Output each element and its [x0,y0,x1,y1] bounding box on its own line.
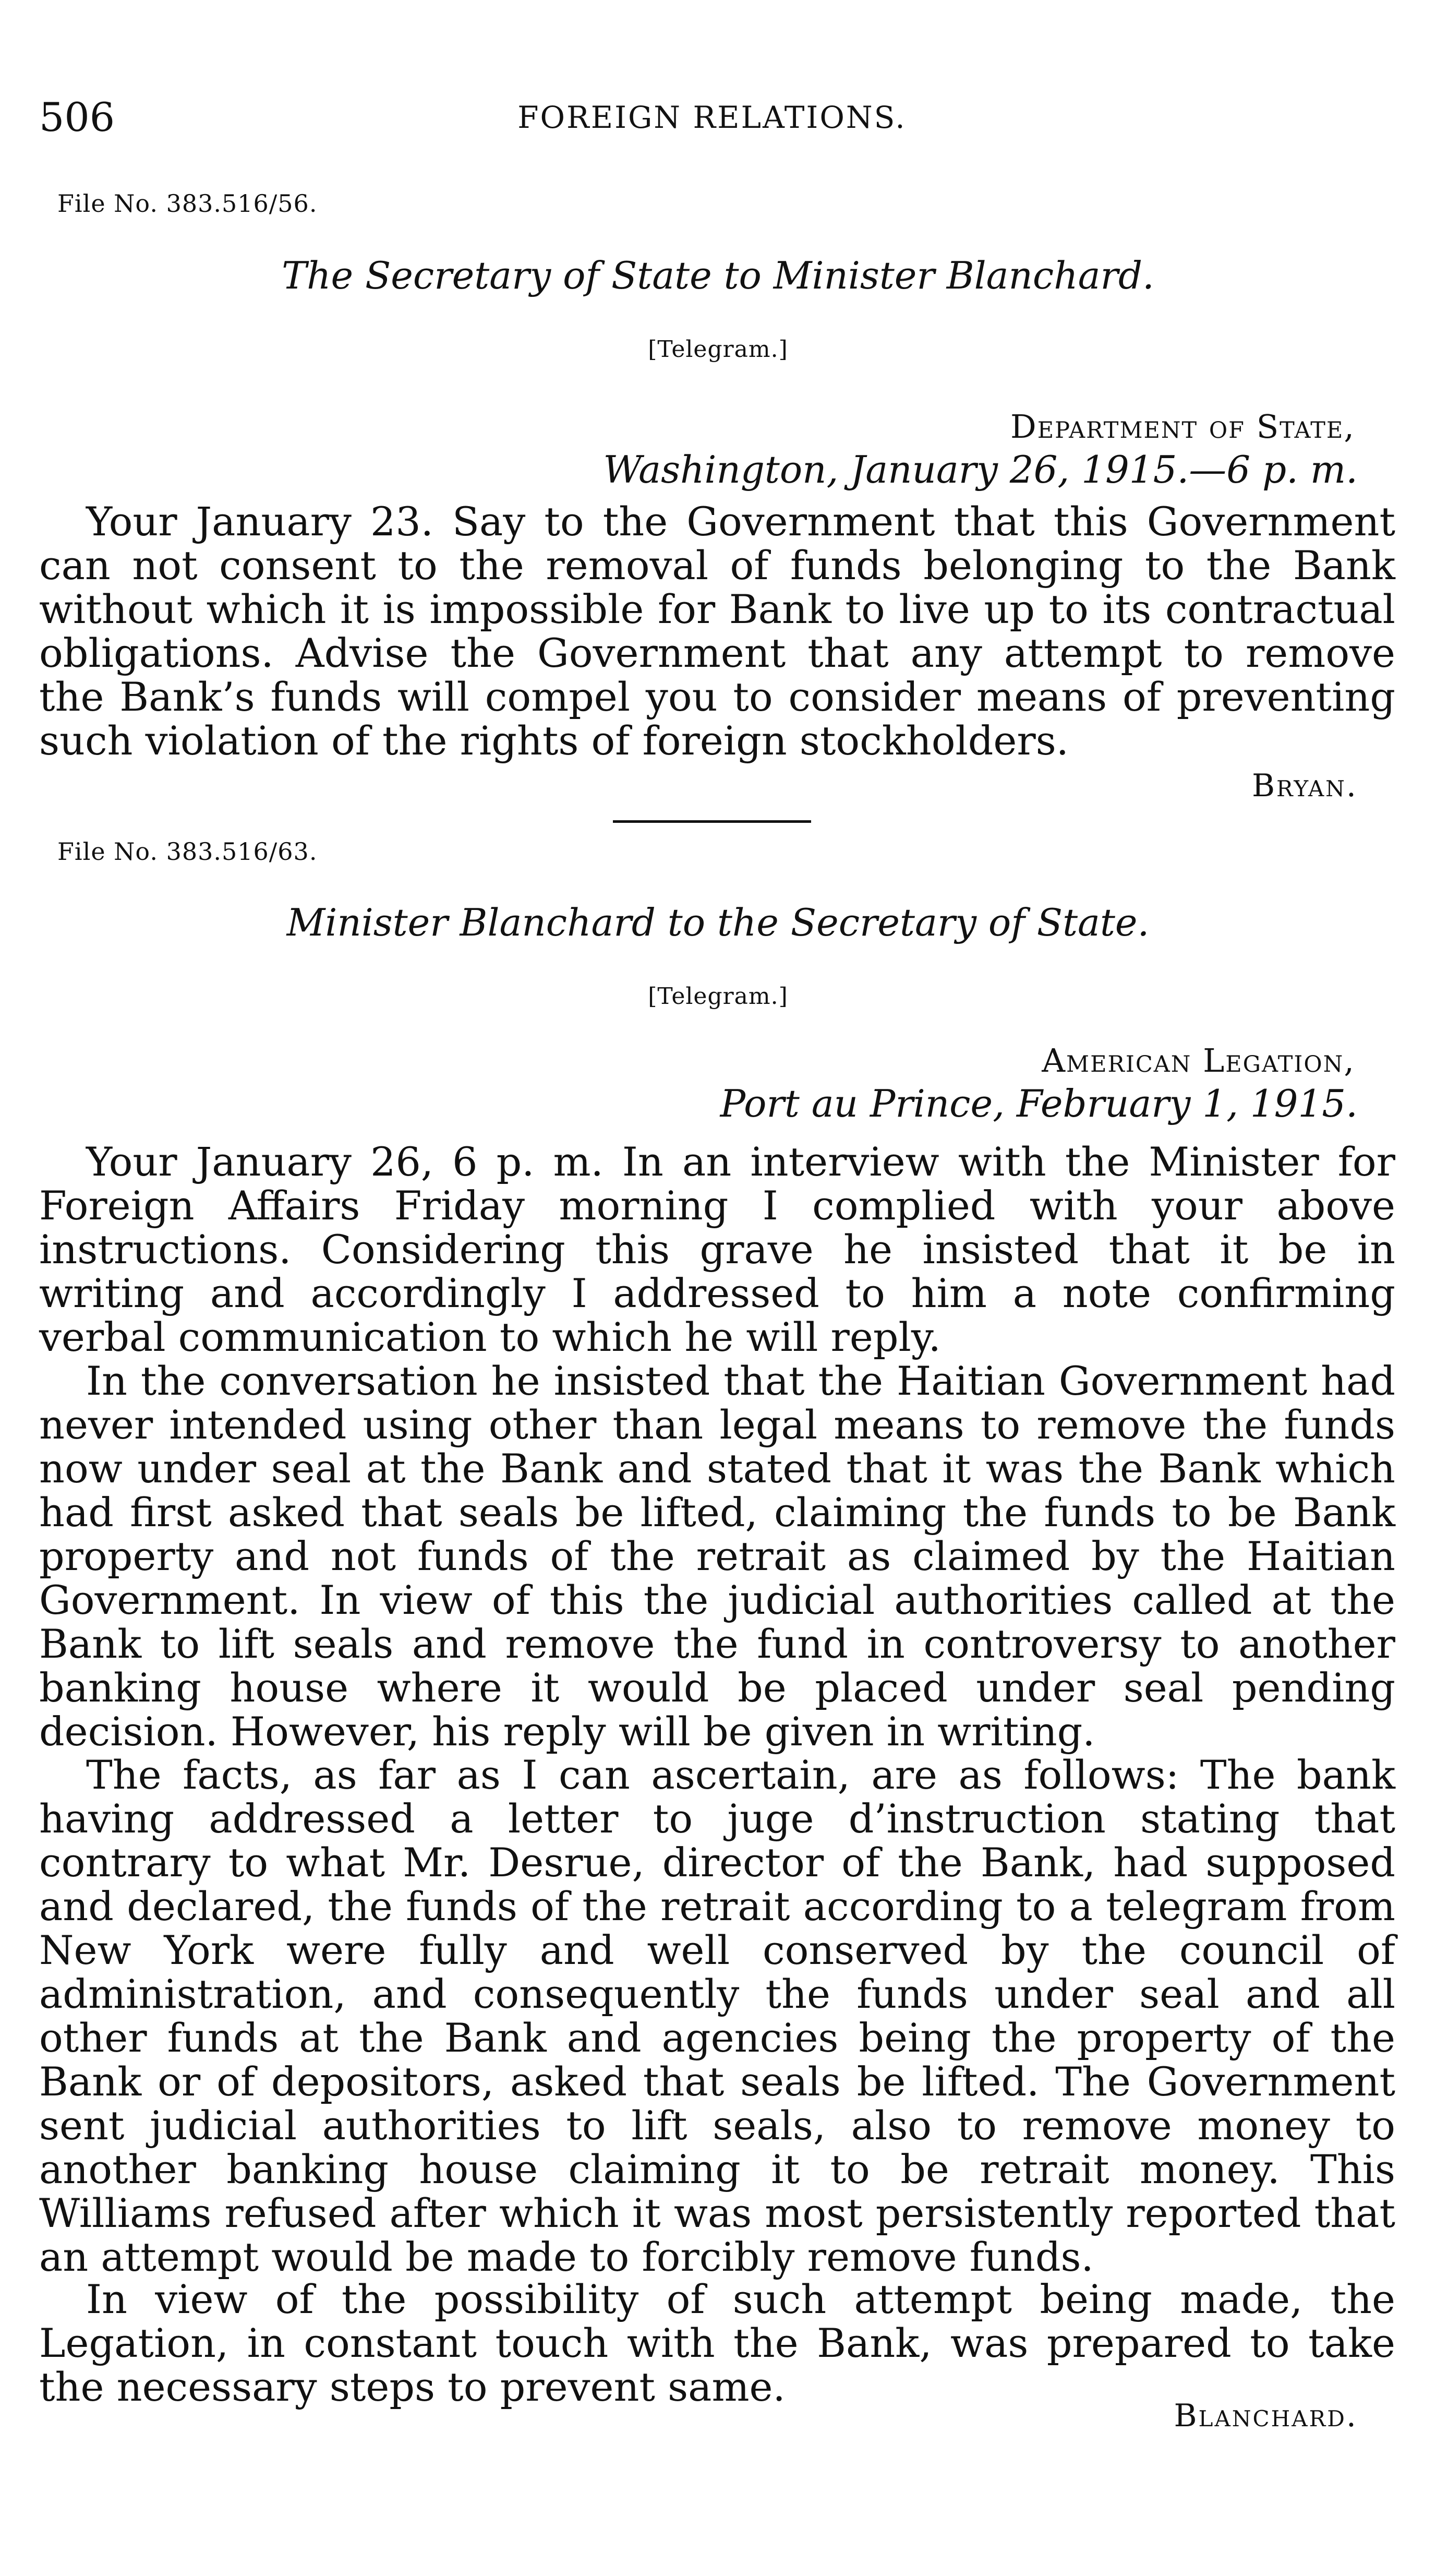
telegram-label-2: [Telegram.] [648,983,788,1010]
body-paragraph-4: The facts, as far as I can ascertain, are as follows: The bank having addressed a letter to juge d’instruction stating that contrary to what Mr. Desrue, director of the Bank, had supposed and declared, the funds of the retrait according to a telegram from New York were fully and well conserved by the council of administration, and consequently the funds under seal and all other funds at the Bank and agencies being the property of the Bank or of depositors, asked that seals be lifted. The Government sent judicial authorities to lift seals, also to remove money to another banking house claiming it to be retrait money. This Williams refused after which it was most persistently reported that an attempt would be made to forcibly remove funds. [39,1752,1395,2280]
section-divider [613,820,811,823]
telegram-heading-2: Minister Blanchard to the Secretary of State. [286,901,1150,944]
body-paragraph-2: Your January 26, 6 p. m. In an interview with the Minister for Foreign Affairs Friday morning I complied with your above instructions. Considering this grave he insisted that it be in writing and accordingly I addressed to him a note confirming verbal communication to which he will reply. [39,1139,1395,1360]
page-header [39,89,1385,146]
telegram-heading-1: The Secretary of State to Minister Blanchard. [282,254,1154,297]
signature-2: Blanchard. [1174,2398,1358,2434]
signature-1: Bryan. [1251,768,1358,804]
telegram-label-1: [Telegram.] [648,336,788,363]
dateline-2: Port au Prince, February 1, 1915. [720,1082,1358,1125]
body-paragraph-5: In view of the possibility of such attempt being made, the Legation, in constant touch with the Bank, was prepared to take the necessary steps to prevent same. [39,2276,1395,2410]
body-paragraph-3: In the conversation he insisted that the Haitian Government had never intended using other than legal means to remove the funds now under seal at the Bank and stated that it was the Bank which had first asked that seals be lifted, claiming the funds to be Bank property and not funds of the retrait as claimed by the Haitian Government. In view of this the judicial authorities called at the Bank to lift seals and remove the fund in controversy to another banking house where it would be placed under seal pending decision. However, his reply will be given in writing. [39,1358,1395,1755]
sender-office-2: American Legation, [1042,1041,1355,1080]
file-number-1: File No. 383.516/56. [57,189,318,218]
body-paragraph-1: Your January 23. Say to the Government that this Government can not consent to the removal of funds belonging to the Bank without which it is impossible for Bank to live up to its contractual obligations. Advise the Government that any attempt to remove the Bank’s funds will compel you to consider means of preventing such violation of the rights of foreign stockholders. [39,498,1395,764]
dateline-1: Washington, January 26, 1915.—6 p. m. [603,448,1358,492]
page-number: 506 [39,94,115,140]
running-title: FOREIGN RELATIONS. [517,100,907,135]
file-number-2: File No. 383.516/63. [57,837,318,866]
sender-office-1: Department of State, [1010,408,1355,446]
